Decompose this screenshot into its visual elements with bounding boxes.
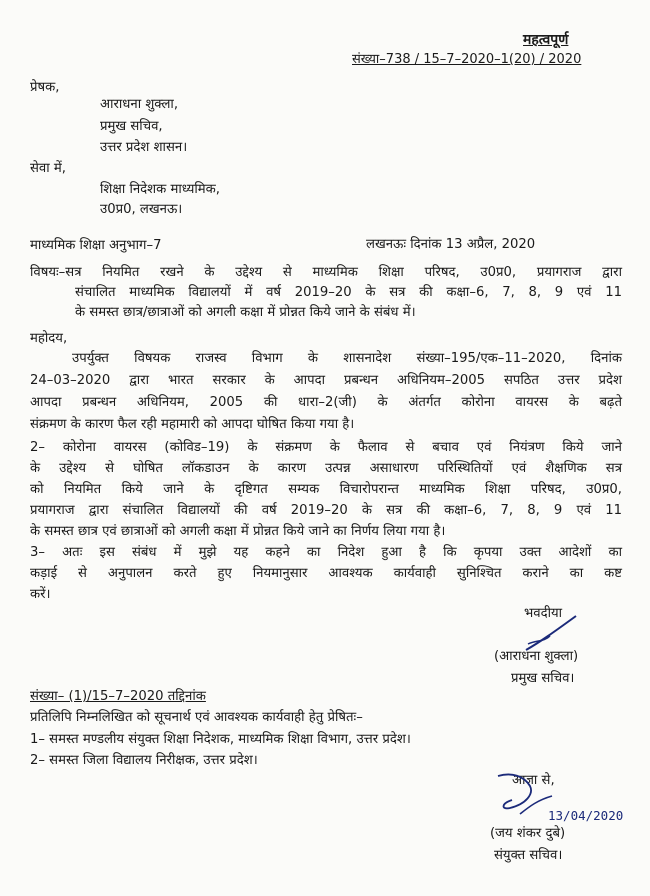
sender-label: प्रेषक,: [30, 80, 60, 95]
sender-designation: प्रमुख सचिव,: [100, 119, 163, 134]
paragraph-line: 3– अतः इस संबंध में मुझे यह कहने का निदेश हुआ है कि कृपया उक्त आदेशों का: [30, 545, 622, 560]
endorsement-name: (जय शंकर दुबे): [490, 826, 566, 841]
paragraph-line: कड़ाई से अनुपालन करते हुए नियमानुसार आवश्यक कार्यवाही सुनिश्चित कराने का कष्ट: [30, 566, 622, 581]
copy-reference: संख्या– (1)/15–7–2020 तद्दिनांक: [30, 689, 206, 704]
recipient-place: उ0प्र0, लखनऊ।: [100, 202, 183, 217]
recipient-label: सेवा में,: [30, 161, 66, 176]
paragraph-line: के समस्त छात्र एवं छात्राओं को अगली कक्षा में प्रोन्नत किये जाने का निर्णय लिया गया है।: [30, 524, 446, 539]
recipient-name: शिक्षा निदेशक माध्यमिक,: [100, 182, 221, 197]
endorsement-order: आज्ञा से,: [512, 773, 555, 788]
section-name: माध्यमिक शिक्षा अनुभाग–7: [30, 238, 162, 253]
reference-number: संख्या–738 / 15–7–2020–1(20) / 2020: [352, 52, 582, 67]
paragraph-line: आपदा प्रबन्धन अधिनियम, 2005 की धारा–2(जी) के अंतर्गत कोरोना वायरस के बढ़ते: [30, 395, 622, 410]
copy-intro: प्रतिलिपि निम्नलिखित को सूचनार्थ एवं आवश्यक कार्यवाही हेतु प्रेषितः–: [30, 710, 363, 725]
endorsement-designation: संयुक्त सचिव।: [494, 848, 563, 863]
closing-name: (आराधना शुक्ला): [494, 649, 579, 664]
paragraph-line: के उद्देश्य से घोषित लॉकडाउन के कारण उत्पन्न असाधारण परिस्थितियों एवं शैक्षणिक सत्र: [30, 461, 622, 476]
paragraph-line: प्रयागराज द्वारा संचालित विद्यालयों की वर्ष 2019–20 के सत्र की कक्षा–6, 7, 8, 9 एवं 11: [30, 503, 622, 518]
closing-designation: प्रमुख सचिव।: [511, 671, 575, 686]
paragraph-line: 2– कोरोना वायरस (कोविड–19) के संक्रमण के फैलाव से बचाव एवं नियंत्रण किये जाने: [30, 440, 622, 455]
paragraph-line: करें।: [30, 587, 51, 602]
paragraph-line: 24–03–2020 द्वारा भारत सरकार के आपदा प्रबन्धन अधिनियम–2005 सपठित उत्तर प्रदेश: [30, 373, 622, 388]
copy-item: 1– समस्त मण्डलीय संयुक्त शिक्षा निदेशक, माध्यमिक शिक्षा विभाग, उत्तर प्रदेश।: [30, 732, 411, 747]
subject-line: संचालित माध्यमिक विद्यालयों में वर्ष 2019–20 के सत्र की कक्षा–6, 7, 8, 9 एवं 11: [75, 285, 622, 300]
importance-label: महत्वपूर्ण: [523, 32, 569, 48]
signed-date: 13/04/2020: [548, 808, 624, 823]
copy-item: 2– समस्त जिला विद्यालय निरीक्षक, उत्तर प्रदेश।: [30, 753, 258, 768]
paragraph-line: संक्रमण के कारण फैल रही महामारी को आपदा घोषित किया गया है।: [30, 417, 355, 432]
subject-line: विषयः–सत्र नियमित रखने के उद्देश्य से माध्यमिक शिक्षा परिषद, उ0प्र0, प्रयागराज द्वारा: [30, 265, 622, 280]
salutation: महोदय,: [30, 331, 68, 346]
sender-organization: उत्तर प्रदेश शासन।: [100, 140, 188, 155]
sender-name: आराधना शुक्ला,: [100, 97, 179, 112]
issue-date: लखनऊः दिनांक 13 अप्रैल, 2020: [366, 237, 536, 252]
paragraph-line: को नियमित किये जाने के दृष्टिगत सम्यक विचारोपरान्त माध्यमिक शिक्षा परिषद, उ0प्र0,: [30, 482, 622, 497]
paragraph-line: उपर्युक्त विषयक राजस्व विभाग के शासनादेश संख्या–195/एक–11–2020, दिनांक: [72, 351, 622, 366]
subject-line: के समस्त छात्र/छात्राओं को अगली कक्षा में प्रोन्नत किये जाने के संबंध में।: [75, 305, 416, 320]
valediction: भवदीया: [524, 606, 563, 621]
